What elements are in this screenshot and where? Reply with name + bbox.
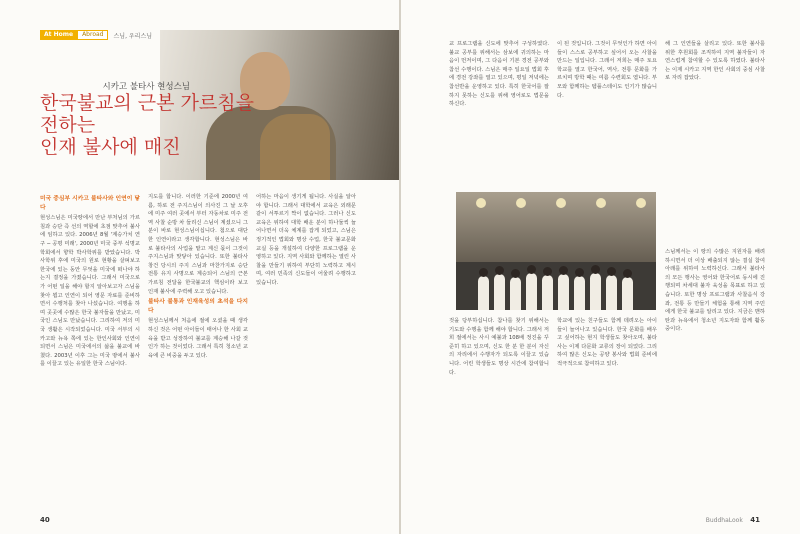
page-number-right: 41 bbox=[750, 516, 760, 524]
body-column-7 bbox=[449, 317, 549, 511]
headline-line-2: 인재 불사에 매진 bbox=[40, 136, 181, 158]
magazine-name: BuddhaLook bbox=[705, 517, 743, 524]
body-column-4 bbox=[449, 40, 549, 190]
paragraph: 것을 당부하십니다. 참나를 찾기 위해서는 기도와 수행을 함께 해야 합니다. 그래서 저희 절에서는 사시 예불과 108배 정진을 꾸준히 하고 있으며, 신도 한 분 한 분이 자신의 자리에서 수행자가 되도록 이끌고 있습니다. 어린 학생들도 명상 시간에 참여합니다. bbox=[449, 318, 549, 376]
paragraph: 지도를 합니다. 이러한 기준에 2000년 여름, 하로 전 주지스님이 의사진 그 날 오후에 미주 여러 곳에서 부터 자동차로 미주 전역 사찰 순방 차 들리신 스님이 계셨으니 그분이 바로 현성스님이십니다. 첨으로 대단한 인연이라고 생각합니다. 현성스님은 바로 불타사의 사업을 맡고 계신 몫이 그것이 주지스님과 맞닿아 있습니다. 또한 불타사 창건 당시의 주지 스님과 마찬가지로 승단 전통 유지 사명으로 계승되어 스님의 근본 가르침 전달을 한국불교의 핵심이라 보고 인재 불사에 주력해 오고 있습니다. bbox=[148, 194, 248, 295]
section-tag: At Home bbox=[40, 30, 77, 40]
page-number-left: 40 bbox=[40, 516, 50, 524]
page-footer-right bbox=[706, 516, 760, 524]
breadcrumb: 스님, 우리스님 bbox=[113, 32, 153, 40]
body-column-3 bbox=[256, 193, 356, 511]
subheading: 미국 중심부 시카고 불타사와 인연이 닿다 bbox=[40, 196, 140, 211]
paragraph: 스님께서는 이 땅의 수많은 지원자를 배려하시면서 더 이상 배출되지 않는 결실 참여 아래를 위하여 노력하신다. 그래서 불타사의 모든 행사는 영어와 한국어로 동시에 진행되며 차세대 불자 육성을 목표로 하고 있습니다. 또한 명상 프로그램과 사찰음식 강좌, 전통 등 만들기 체험을 통해 지역 주민에게 한국 불교를 알리고 있다. 지금은 맨하탄과 뉴욕에서 청소년 지도자와 함께 활동 중이다. bbox=[665, 249, 765, 333]
body-column-9 bbox=[665, 248, 765, 511]
paragraph: 현성스님은 미국땅에서 만난 부처님의 가르침과 승단 즉 선의 역할에 초점 맞추어 불사에 임하고 있다. 2006년 8월 '계승가치 연구 ─ 공평 미래', 2000년 미국 중부 석명교학회에서 향학 박사학위를 받았습니다. 박사학위 후에 미국의 원로 현황을 살펴보고 한국에 있는 동안 무엇을 미국에 떠나야 하는지 결정을 가졌습니다. 그래서 미국으로 가 어떤 일을 해야 할지 알아보고자 스님을 찾아 뵙고 인연이 되어 영문 자료를 준비하면서 수행처를 찾아 나섰습니다. 여행을 하며 곳곳에 수많은 한국 불자들을 만났고, 미국인 스님도 만났습니다. 그리하여 저의 미국 생활은 시작되었습니다. 미국 서부의 시카고와 뉴욕 쪽에 있는 한인사회와 인연이 되면서 스님은 미국에서의 삶을 불교에 바쳤다. 2003년 이후 그는 미국 땅에서 불사를 이끌고 있는 유일한 한국 스님이다. bbox=[40, 215, 140, 368]
paragraph: 이 된 것입니다. 그것이 무엇인가 하면 아이들이 스스로 공부하고 싶어서 오는 사찰을 만드는 일입니다. 그래서 저희는 매주 토요 학교를 열고 한국어, 역사, 전통 문화를 가르치며 방학 때는 여름 수련회도 엽니다. 부모와 함께하는 템플스테이도 인기가 많습니다. bbox=[557, 41, 657, 99]
section-subtag: Abroad bbox=[77, 30, 108, 40]
body-column-6 bbox=[665, 40, 765, 190]
paragraph: 어하는 마음이 생기게 됩니다. 사실을 알아야 합니다. 그래서 대학에서 교육은 외래문 같이 서투르기 짝이 없습니다. 그러나 신도교육은 위하여 대학 배운 분이 하나둘씩 늘어나면서 더욱 체계를 잡게 되었고, 스님은 정기적인 법회와 명상 수업, 한국 불교문화 교실 등을 개설하여 다양한 프로그램을 운영하고 있다. 지역 사회와 함께하는 열린 사찰을 만들기 위하여 부단히 노력하고 계시며, 여러 민족의 신도들이 어울려 수행하고 있습니다. bbox=[256, 194, 356, 286]
paragraph: 해 그 인연들을 살리고 있다. 또한 불사를 위한 후원회를 조직하여 지역 불자들이 자연스럽게 참여할 수 있도록 하였다. 불타사는 이제 시카고 지역 한인 사회의 중심 사찰로 자리 잡았다. bbox=[665, 41, 765, 82]
paragraph: 학교에 있는 친구들도 함께 데려오는 아이들이 늘어나고 있습니다. 한국 문화를 배우고 싶어하는 현지 학생들도 찾아오며, 불타사는 이제 다문화 교류의 장이 되었다. 그리하여 많은 신도는 공양 봉사와 법회 준비에 적극적으로 참여하고 있다. bbox=[557, 318, 657, 367]
left-page bbox=[0, 0, 399, 534]
body-column-5 bbox=[557, 40, 657, 190]
paragraph: 교 프로그램을 신도에 맞추어 구성하였다. 불교 공부를 위해서는 삼보에 귀의하는 마음이 먼저이며, 그 다음이 기본 경전 공부와 참선 수행이다. 스님은 매주 일요일 법회 후에 경전 강좌를 열고 있으며, 평일 저녁에는 참선반을 운영하고 있다. 특히 한국어를 잘 하지 못하는 신도를 위해 영어로도 법문을 하신다. bbox=[449, 41, 549, 108]
body-column-2 bbox=[148, 193, 248, 511]
subheading: 불타사 불통과 인재육성의 초석을 다지다 bbox=[148, 299, 248, 314]
paragraph: 현성스님께서 처음에 절에 오셨을 때 생각하신 것은 어떤 아이들이 태어나 한 사회 교육을 받고 성장하여 불교를 계승해 나갈 것인가 하는 것이었다. 그래서 특히 청소년 교육에 큰 비중을 두고 있다. bbox=[148, 318, 248, 359]
headline-line-1: 한국불교의 근본 가르침을 전하는 bbox=[40, 92, 254, 136]
article-kicker: 시카고 불타사 현성스님 bbox=[102, 82, 190, 92]
choir-performance-photo bbox=[456, 192, 656, 310]
article-headline bbox=[40, 92, 270, 158]
section-nav bbox=[40, 30, 152, 40]
body-column-1 bbox=[40, 193, 140, 511]
body-column-8 bbox=[557, 317, 657, 511]
